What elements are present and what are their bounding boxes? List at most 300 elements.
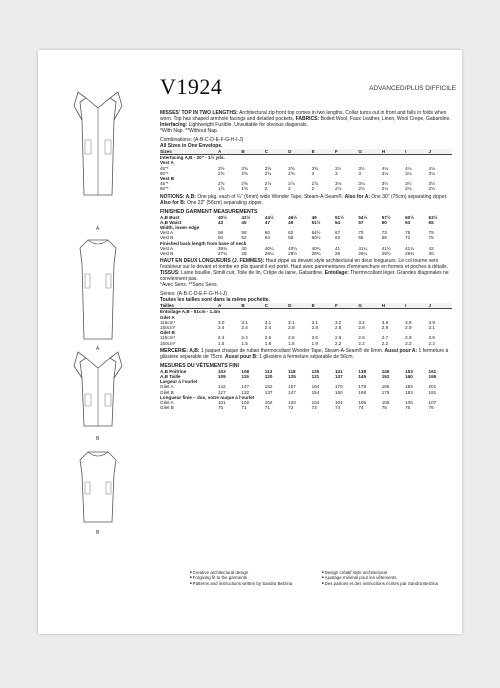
footer-item: ■ Ajustage minimal pour les vêtements bbox=[322, 575, 447, 580]
size-col: E bbox=[312, 303, 335, 309]
nap-note-fr: *Avec Sens. **Sans Sens. bbox=[160, 282, 218, 289]
row-label: 60"* bbox=[160, 186, 169, 192]
table-cell: 2.8 bbox=[358, 325, 365, 331]
table-cell: 118 bbox=[288, 368, 296, 374]
figure-column bbox=[38, 50, 156, 634]
table-cell: 2 bbox=[264, 186, 268, 192]
size-col: E bbox=[312, 149, 335, 155]
size-col: G bbox=[358, 149, 381, 155]
row-label: A,B Taille bbox=[160, 374, 181, 380]
table-cell: 3⅝ bbox=[264, 165, 272, 171]
table-cell: 54 bbox=[334, 219, 341, 225]
difficulty-label: ADVANCED/PLUS DIFFICILE bbox=[369, 85, 456, 92]
table-cell: 50 bbox=[218, 235, 224, 241]
also-b-text-fr: 1 glissière à fermeture séparable de 56cm. bbox=[259, 353, 354, 360]
table-cell: 29 bbox=[334, 251, 341, 257]
footer-right bbox=[322, 570, 447, 586]
table-cell: 79 bbox=[428, 230, 434, 236]
table-cell: 4⅛ bbox=[381, 165, 389, 171]
table-cell: 147 bbox=[241, 384, 250, 390]
row-label: 150cm* bbox=[160, 325, 176, 331]
table-cell: 147 bbox=[288, 389, 296, 395]
figure-label-b1: B bbox=[96, 436, 100, 442]
size-col: A bbox=[218, 149, 241, 155]
table-cell: 137 bbox=[334, 374, 343, 380]
row-label: A,B Waist bbox=[160, 219, 182, 225]
table-cell: 2.4 bbox=[218, 335, 225, 341]
footer-left bbox=[190, 570, 315, 586]
row-label: A,B Poitrine bbox=[160, 368, 187, 374]
row-label: 45"* bbox=[160, 165, 169, 171]
table-cell: 49 bbox=[311, 214, 317, 220]
table-row bbox=[160, 251, 452, 256]
table-cell: 2⅛ bbox=[334, 186, 342, 192]
back-length: Finished back length from base of neck bbox=[160, 240, 247, 246]
all-sizes-fr: Toutes les tailles sont dans la même pochette. bbox=[160, 297, 270, 304]
table-cell: 3.1 bbox=[241, 319, 248, 325]
table-cell: 58 bbox=[241, 230, 247, 236]
table-cell: 125 bbox=[311, 368, 320, 374]
table-cell: 1⅝ bbox=[218, 186, 225, 192]
table-cell: 3 bbox=[358, 170, 361, 176]
table-cell: 76 bbox=[405, 230, 411, 236]
finished-measurements-title-fr: MESURES DU VÊTEMENTS FINI bbox=[160, 362, 239, 369]
table-cell: 67 bbox=[334, 230, 341, 236]
table-cell: 63½ bbox=[428, 214, 438, 220]
table-cell: 109 bbox=[218, 374, 226, 380]
table-cell: 103 bbox=[218, 368, 226, 374]
table-cell: 1.8 bbox=[264, 340, 272, 346]
notions-label-fr: MERCERIE: A,B: bbox=[160, 347, 200, 354]
table-cell: 2.8 bbox=[288, 325, 295, 331]
table-cell: 29¾ bbox=[405, 251, 415, 257]
table-cell: 43 bbox=[218, 219, 224, 225]
table-cell: 75 bbox=[428, 235, 434, 241]
table-cell: 47 bbox=[264, 219, 270, 225]
size-col: J bbox=[429, 303, 452, 309]
table-cell: 41½ bbox=[381, 245, 391, 251]
interfacing-row: Interfacing A,B - 20" - 1½ yds. bbox=[160, 155, 225, 161]
table-cell: 3⅛ bbox=[405, 170, 412, 176]
table-cell: 2 bbox=[288, 186, 291, 192]
table-cell: 1.5 bbox=[218, 340, 225, 346]
table-cell: 3½ bbox=[381, 181, 389, 187]
row-label: 45"* bbox=[160, 181, 169, 187]
table-cell: 2.6 bbox=[311, 335, 318, 341]
table-cell: 2⅝ bbox=[264, 170, 272, 176]
table-row bbox=[160, 186, 452, 191]
table-cell: 3.2 bbox=[334, 319, 342, 325]
table-cell: 157 bbox=[288, 384, 296, 390]
table-cell: 3⅛ bbox=[334, 181, 342, 187]
table-cell: 60 bbox=[381, 219, 387, 225]
table-cell: 3½ bbox=[405, 181, 412, 187]
table-cell: 40 bbox=[241, 245, 247, 251]
table-cell: 131 bbox=[334, 368, 343, 374]
table-cell: 3⅛ bbox=[381, 170, 389, 176]
table-cell: 3½ bbox=[428, 181, 435, 187]
table-cell: 2⅝ bbox=[218, 170, 225, 176]
row-label: 115cm* bbox=[160, 335, 176, 341]
table-cell: 2.9 bbox=[381, 325, 389, 331]
table-cell: 108 bbox=[241, 368, 250, 374]
table-cell: 2.6 bbox=[288, 335, 295, 341]
nap-note: *With Nap. **Without Nap. bbox=[160, 128, 219, 134]
french-description bbox=[160, 258, 452, 288]
fabrics-text-fr: Laine bouillie, Simili cuir, Toile de lin, Crêpe de laine, Gabardine. bbox=[181, 270, 324, 277]
table-cell: 3⅝ bbox=[241, 165, 248, 171]
table-cell: 2.8 bbox=[311, 325, 318, 331]
size-col: I bbox=[405, 149, 428, 155]
size-col: D bbox=[288, 303, 311, 309]
table-cell: 44½ bbox=[264, 214, 274, 220]
table-cell: 170 bbox=[334, 384, 343, 390]
table-cell: 56 bbox=[218, 230, 224, 236]
length-rows-fr bbox=[160, 400, 452, 410]
table-cell: 3.1 bbox=[311, 319, 318, 325]
table-cell: 75 bbox=[381, 405, 387, 411]
table-cell: 107 bbox=[428, 400, 437, 406]
size-col: I bbox=[405, 303, 428, 309]
table-cell: 70 bbox=[358, 230, 364, 236]
size-col: B bbox=[241, 303, 264, 309]
table-cell: 3 bbox=[334, 170, 338, 176]
table-cell: 2.4 bbox=[218, 325, 225, 331]
description-title-fr: HAUT EN DEUX LONGUEURS (J. FEMMES): bbox=[160, 258, 265, 265]
width-lower-edge: Width, lower edge bbox=[160, 225, 200, 231]
footer-item: ■ Creative architectural design bbox=[190, 570, 315, 575]
table-cell: 60½ bbox=[311, 235, 321, 241]
table-cell: 160 bbox=[405, 374, 413, 380]
table-cell: 160 bbox=[334, 389, 343, 395]
table-cell: 152 bbox=[264, 384, 273, 390]
size-col: J bbox=[429, 149, 452, 155]
row-label: Vest A bbox=[160, 230, 174, 236]
table-cell: 104 bbox=[311, 400, 320, 406]
table-cell: 2⅝ bbox=[241, 170, 248, 176]
finished-rows-fr bbox=[160, 369, 452, 379]
table-cell: 2.2 bbox=[381, 340, 389, 346]
table-cell: 2⅝ bbox=[218, 181, 225, 187]
table-cell: 41¼ bbox=[358, 245, 368, 251]
table-cell: 161 bbox=[428, 368, 437, 374]
table-cell: 2⅛ bbox=[358, 186, 365, 192]
table-cell: 2.2 bbox=[358, 340, 365, 346]
table-cell: 3.0 bbox=[218, 319, 225, 325]
table-cell: 2 bbox=[311, 186, 315, 192]
table-cell: 153 bbox=[405, 368, 413, 374]
table-cell: 2⅛ bbox=[428, 186, 435, 192]
table-cell: 71 bbox=[264, 405, 270, 411]
table-cell: 76 bbox=[405, 405, 411, 411]
english-description bbox=[160, 110, 452, 134]
table-cell: 40¼ bbox=[264, 245, 274, 251]
table-cell: 40½ bbox=[288, 245, 298, 251]
table-cell: 3⅛ bbox=[358, 181, 365, 187]
table-cell: 54½ bbox=[358, 214, 368, 220]
pattern-details bbox=[160, 110, 452, 411]
table-cell: 58 bbox=[288, 235, 294, 241]
figure-label-b2: B bbox=[96, 530, 100, 536]
table-cell: 2.8 bbox=[334, 325, 342, 331]
table-cell: 1.9 bbox=[311, 340, 318, 346]
footer-item: ■ Forgiving fit to the garments bbox=[190, 575, 315, 580]
finished-measurements-title: FINISHED GARMENT MEASUREMENTS bbox=[160, 208, 258, 215]
size-col: H bbox=[382, 149, 405, 155]
length-rows bbox=[160, 246, 452, 256]
table-cell: 29½ bbox=[381, 251, 391, 257]
table-cell: 76 bbox=[428, 405, 434, 411]
table-cell: 106 bbox=[381, 400, 390, 406]
size-col: A bbox=[218, 303, 241, 309]
table-cell: 60 bbox=[264, 230, 270, 236]
table-cell: 131 bbox=[311, 374, 320, 380]
table-cell: 73 bbox=[311, 405, 317, 411]
series: Séries: (A-B-C-D-E-F-G-H-I-J) bbox=[160, 291, 227, 298]
table-cell: 72 bbox=[405, 235, 411, 241]
yardage-table-english bbox=[160, 149, 452, 192]
table-cell: 52 bbox=[241, 235, 247, 241]
gilet-a-label: Gilet A bbox=[160, 314, 175, 320]
table-cell: 2.4 bbox=[241, 325, 248, 331]
row-label: Gilet B bbox=[160, 389, 174, 395]
row-label: Vest A bbox=[160, 245, 174, 251]
table-row bbox=[160, 341, 452, 346]
interfacing-label: Interfacing: bbox=[160, 122, 188, 128]
table-cell: 2⅛ bbox=[381, 186, 389, 192]
table-cell: 28½ bbox=[288, 251, 298, 257]
table-cell: 2⅞ bbox=[288, 181, 295, 187]
table-row bbox=[160, 405, 452, 410]
table-cell: 3.1 bbox=[264, 319, 272, 325]
pattern-sheet bbox=[38, 50, 462, 634]
back-length-fr: Longueur finie – dos, votre nuque à l'ourlet bbox=[160, 394, 255, 400]
row-label: Vest B bbox=[160, 235, 174, 241]
table-cell: 120 bbox=[264, 374, 273, 380]
table-cell: 102 bbox=[264, 400, 273, 406]
table-cell: 62 bbox=[288, 230, 294, 236]
table-cell: 201 bbox=[428, 384, 437, 390]
finished-table-english bbox=[160, 215, 452, 257]
size-col: D bbox=[288, 149, 311, 155]
table-cell: 106 bbox=[405, 400, 413, 406]
vest-a-rows bbox=[160, 166, 452, 176]
table-cell: 2.6 bbox=[334, 335, 342, 341]
table-cell: 3⅝ bbox=[218, 165, 225, 171]
table-cell: 2.4 bbox=[241, 335, 248, 341]
size-col: G bbox=[358, 303, 381, 309]
row-label: Vest B bbox=[160, 251, 174, 257]
also-a-label-fr: Aussi pour A: bbox=[384, 347, 418, 354]
also-b-text: One 22" (56cm) separating zipper. bbox=[186, 199, 263, 206]
table-cell: 132 bbox=[241, 389, 250, 395]
width-rows bbox=[160, 230, 452, 240]
table-cell: 125 bbox=[288, 374, 296, 380]
vest-b-label: Vest B bbox=[160, 176, 175, 182]
table-cell: 175 bbox=[381, 389, 390, 395]
table-cell: 73 bbox=[381, 230, 387, 236]
table-cell: 60½ bbox=[405, 214, 415, 220]
table-cell: 103 bbox=[288, 400, 296, 406]
table-cell: 3.1 bbox=[428, 325, 435, 331]
table-cell: 72 bbox=[288, 405, 294, 411]
table-cell: 57½ bbox=[381, 214, 391, 220]
table-cell: 3.9 bbox=[428, 319, 435, 325]
table-cell: 127 bbox=[218, 389, 226, 395]
figure-a-back bbox=[68, 234, 128, 344]
table-cell: 74 bbox=[334, 405, 341, 411]
figure-b-back bbox=[68, 446, 128, 526]
table-cell: 152 bbox=[381, 374, 390, 380]
table-cell: 3 bbox=[311, 170, 315, 176]
also-b-label-fr: Aussi pour B: bbox=[225, 353, 258, 360]
footer-item: ■ Patterns and instructions written by Sandra Betzina bbox=[190, 581, 315, 586]
finished-rows bbox=[160, 215, 452, 225]
width-rows-fr bbox=[160, 384, 452, 394]
fabrics-text: Boiled Wool, Faux Leather, Linen, Wool Crepe, Gabardine. bbox=[320, 116, 451, 122]
also-a-text: One 30" (75cm) separating zipper. bbox=[371, 193, 448, 200]
table-cell: 2⅝ bbox=[288, 170, 295, 176]
table-cell: 1.8 bbox=[288, 340, 295, 346]
table-cell: 138 bbox=[358, 368, 367, 374]
table-cell: 3⅝ bbox=[311, 165, 318, 171]
table-cell: 70 bbox=[218, 405, 224, 411]
table-cell: 101 bbox=[218, 400, 226, 406]
all-sizes: All Sizes in One Envelope. bbox=[160, 143, 223, 149]
table-cell: 63 bbox=[405, 219, 411, 225]
table-cell: 183 bbox=[405, 389, 413, 395]
notions-label: NOTIONS: A,B: bbox=[160, 193, 196, 200]
footer-item: ■ Design créatif style architectural bbox=[322, 570, 447, 575]
table-cell: 74 bbox=[358, 405, 364, 411]
table-cell: 193 bbox=[405, 384, 413, 390]
notions-text-fr: 1 paquet chaque de ruban thermocollant Wonder Tape, Steam-A-Seam® de 6mm. bbox=[200, 347, 384, 354]
table-cell: 168 bbox=[358, 389, 367, 395]
description-text: Architectural zip front top comes in two lengths. Collar turns out in front and falls in folds when worn. Top has shaped armhole facings and detailed pockets. bbox=[160, 110, 447, 122]
table-cell: 1.5 bbox=[241, 340, 248, 346]
row-label: 150cm* bbox=[160, 340, 176, 346]
table-cell: 137 bbox=[264, 389, 273, 395]
vest-a-label: Vest A bbox=[160, 160, 174, 166]
table-cell: 51½ bbox=[311, 219, 321, 225]
table-cell: 191 bbox=[428, 389, 437, 395]
gilet-b-rows bbox=[160, 335, 452, 345]
size-col: F bbox=[335, 149, 358, 155]
table-cell: 102 bbox=[241, 400, 250, 406]
table-cell: 2.9 bbox=[405, 335, 412, 341]
table-cell: 2⅞ bbox=[311, 181, 318, 187]
table-cell: 154 bbox=[311, 389, 320, 395]
table-cell: 185 bbox=[381, 384, 390, 390]
table-cell: 4⅛ bbox=[428, 165, 435, 171]
table-cell: 3.1 bbox=[288, 319, 295, 325]
table-cell: 39¾ bbox=[218, 245, 227, 251]
table-cell: 2.2 bbox=[405, 340, 412, 346]
interfacing-row-fr: Entoilage A,B - 51cm - 1.4m bbox=[160, 309, 221, 315]
footer-item: ■ Des patrons et des instructions écrites par Sandra Betzina bbox=[322, 581, 447, 586]
table-cell: 45 bbox=[241, 219, 247, 225]
table-cell: 66 bbox=[358, 235, 364, 241]
table-cell: 2.9 bbox=[405, 325, 412, 331]
size-col: C bbox=[265, 149, 288, 155]
table-cell: 146 bbox=[381, 368, 390, 374]
table-cell: 2⅞ bbox=[264, 181, 272, 187]
interfacing-text: Lightweight Fusible. Unsuitable for obvious diagonals. bbox=[188, 122, 308, 128]
pattern-number: V1924 bbox=[160, 74, 223, 99]
table-cell: 115 bbox=[241, 374, 249, 380]
size-col: C bbox=[265, 303, 288, 309]
fabrics-label: FABRICS: bbox=[295, 116, 320, 122]
description-text-fr: Haut zippé au devant style architectural en deux longueurs. Le col tourne vers l'extérieur sur le devant et tombe en plis quand il est porté. Haut avec parementures d'emmanchure en formes et poches à détails. bbox=[160, 258, 448, 271]
fabrics-label-fr: TISSUS: bbox=[160, 270, 180, 277]
figure-a-front bbox=[68, 90, 128, 200]
interfacing-label-fr: Entoilage: bbox=[324, 270, 349, 277]
table-cell: 3.8 bbox=[405, 319, 412, 325]
table-cell: 104 bbox=[334, 400, 343, 406]
table-cell: 164 bbox=[311, 384, 320, 390]
interfacing-text-fr: Thermocollant léger. Grandes diagonales ne conviennent pas. bbox=[160, 270, 449, 283]
table-cell: 2⅛ bbox=[405, 186, 412, 192]
table-cell: 71 bbox=[241, 405, 247, 411]
table-cell: 42½ bbox=[241, 214, 251, 220]
table-cell: 42 bbox=[428, 245, 434, 251]
table-cell: 30 bbox=[428, 251, 434, 257]
vest-b-rows bbox=[160, 181, 452, 191]
table-cell: 27¾ bbox=[218, 251, 227, 257]
row-label: Gilet A bbox=[160, 400, 174, 406]
table-cell: 28¼ bbox=[264, 251, 274, 257]
table-cell: 3.2 bbox=[358, 319, 365, 325]
table-cell: 29¼ bbox=[358, 251, 368, 257]
row-label: A,B Bust bbox=[160, 214, 180, 220]
table-cell: 64½ bbox=[311, 230, 321, 236]
table-cell: 2.2 bbox=[428, 340, 435, 346]
table-cell: 40¾ bbox=[311, 245, 321, 251]
table-cell: 49 bbox=[288, 219, 294, 225]
row-label: Gilet B bbox=[160, 405, 174, 411]
table-cell: 2⅝ bbox=[241, 181, 248, 187]
table-cell: 46½ bbox=[288, 214, 298, 220]
figure-label-a1: A bbox=[96, 226, 100, 232]
table-cell: 69 bbox=[381, 235, 387, 241]
english-notions bbox=[160, 194, 452, 206]
table-cell: 63 bbox=[334, 235, 341, 241]
table-cell: 142 bbox=[218, 384, 226, 390]
gilet-a-rows bbox=[160, 320, 452, 330]
gilet-b-label: Gilet B bbox=[160, 330, 175, 336]
sizes-label: Sizes bbox=[160, 149, 218, 155]
table-cell: 105 bbox=[358, 400, 367, 406]
table-cell: 3⅝ bbox=[288, 165, 295, 171]
yardage-table-french bbox=[160, 303, 452, 346]
table-cell: 3.8 bbox=[381, 319, 389, 325]
table-cell: 65 bbox=[428, 219, 434, 225]
table-cell: 28 bbox=[241, 251, 247, 257]
table-cell: 40½ bbox=[218, 214, 227, 220]
finished-table-french bbox=[160, 369, 452, 411]
table-cell: 178 bbox=[358, 384, 367, 390]
table-cell: 28¾ bbox=[311, 251, 321, 257]
table-cell: 2.6 bbox=[264, 335, 272, 341]
size-col: F bbox=[335, 303, 358, 309]
sizes-label-fr: Tailles bbox=[160, 303, 218, 309]
table-cell: 145 bbox=[358, 374, 367, 380]
french-notions bbox=[160, 348, 452, 360]
table-cell: 1⅝ bbox=[241, 186, 248, 192]
table-cell: 2.2 bbox=[334, 340, 342, 346]
also-b-label: Also for B: bbox=[160, 199, 186, 206]
size-col: B bbox=[241, 149, 264, 155]
